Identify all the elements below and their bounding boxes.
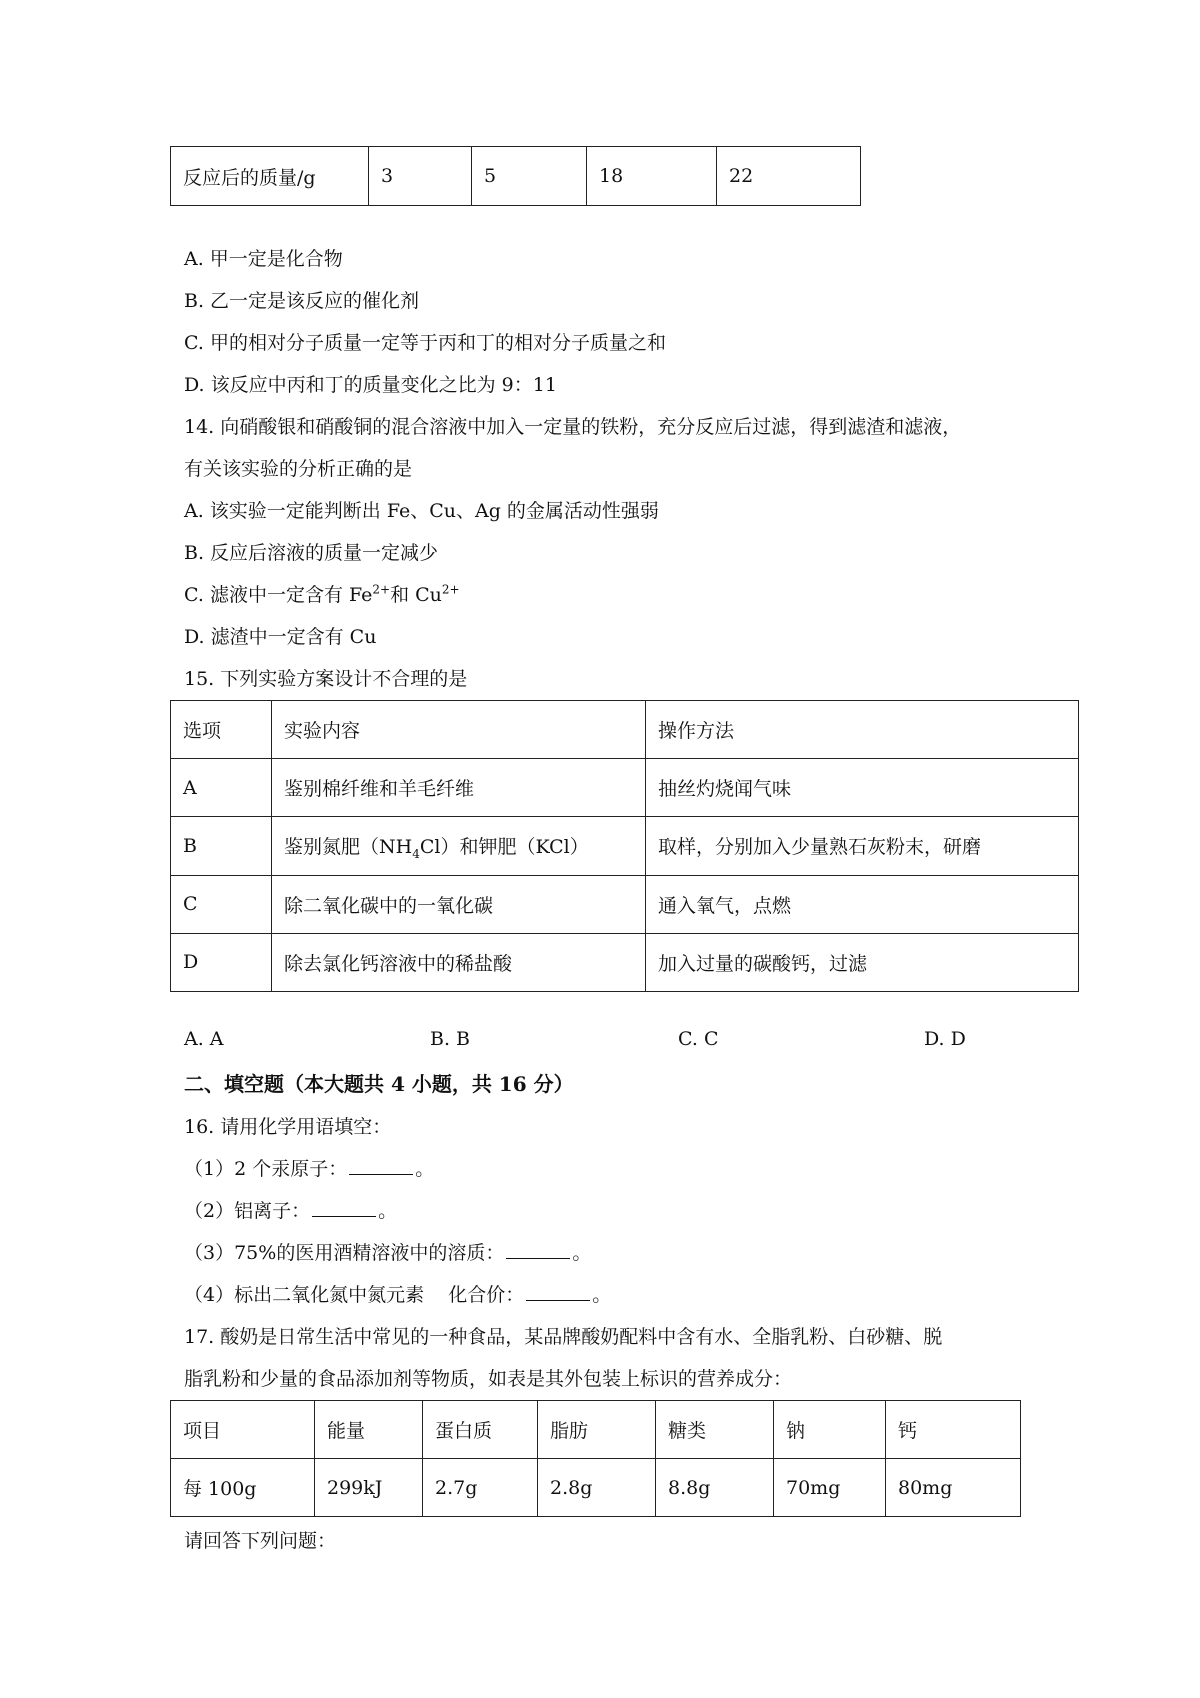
q16-item-text: （1）2 个汞原子：	[184, 1158, 348, 1180]
table-header: 项目	[171, 1401, 315, 1459]
table-cell: 8.8g	[656, 1459, 774, 1517]
table-cell: 抽丝灼烧闻气味	[646, 759, 1079, 817]
table-cell	[272, 817, 646, 875]
table-cell: 取样，分别加入少量熟石灰粉末，研磨	[646, 817, 1079, 875]
q13-option-c: C. 甲的相对分子质量一定等于丙和丁的相对分子质量之和	[184, 332, 666, 354]
table-cell: 通入氧气，点燃	[646, 875, 1079, 933]
q15-answer-d: D. D	[924, 1028, 966, 1050]
table-cell: 除二氧化碳中的一氧化碳	[272, 875, 646, 933]
q16-item-end: 。	[592, 1284, 612, 1306]
q14-option-c	[184, 580, 460, 607]
table-row	[171, 1459, 1021, 1517]
q16-item-text: （3）75%的医用酒精溶液中的溶质：	[184, 1242, 505, 1264]
q13-option-a: A. 甲一定是化合物	[184, 248, 343, 270]
mass-table-cell: 3	[369, 147, 472, 206]
table-row	[171, 1401, 1021, 1459]
q15-stem: 15. 下列实验方案设计不合理的是	[184, 668, 468, 690]
answer-blank[interactable]	[312, 1198, 376, 1217]
table-header: 脂肪	[538, 1401, 656, 1459]
q15-answer-b: B. B	[430, 1028, 471, 1050]
table-cell: 加入过量的碳酸钙，过滤	[646, 933, 1079, 991]
q16-item-text: （4）标出二氧化氮中氮元素 化合价：	[184, 1284, 525, 1306]
subscript: 4	[412, 846, 420, 861]
table-cell: B	[171, 817, 272, 875]
table-header: 钙	[886, 1401, 1021, 1459]
q14-option-d: D. 滤渣中一定含有 Cu	[184, 626, 377, 648]
mass-table-label: 反应后的质量/g	[171, 147, 369, 206]
mass-table-cell: 18	[587, 147, 717, 206]
q14-option-a: A. 该实验一定能判断出 Fe、Cu、Ag 的金属活动性强弱	[184, 500, 659, 522]
table-header: 能量	[315, 1401, 423, 1459]
q16-stem: 16. 请用化学用语填空：	[184, 1116, 392, 1138]
charge-superscript: 2+	[441, 582, 460, 597]
q14-stem-line2: 有关该实验的分析正确的是	[184, 458, 413, 480]
table-cell: 每 100g	[171, 1459, 315, 1517]
answer-blank[interactable]	[349, 1156, 413, 1175]
cell-text: 鉴别氮肥（NH	[284, 835, 413, 858]
table-header: 蛋白质	[423, 1401, 538, 1459]
table-row	[171, 817, 1079, 875]
q16-item-text: （2）铝离子：	[184, 1200, 311, 1222]
q14-option-c-text: 和 Cu	[390, 584, 442, 606]
section-title: 二、填空题（本大题共 4 小题，共 16 分）	[184, 1072, 574, 1096]
answer-blank[interactable]	[526, 1282, 590, 1301]
table-header: 实验内容	[272, 701, 646, 759]
q16-item	[184, 1154, 434, 1181]
table-row	[171, 701, 1079, 759]
q17-stem-line2: 脂乳粉和少量的食品添加剂等物质，如表是其外包装上标识的营养成分：	[184, 1368, 793, 1390]
table-cell: 80mg	[886, 1459, 1021, 1517]
experiment-table	[170, 700, 1079, 992]
q16-item	[184, 1196, 397, 1223]
table-cell: A	[171, 759, 272, 817]
q14-option-c-text: C. 滤液中一定含有 Fe	[184, 584, 373, 606]
q17-stem-line1: 17. 酸奶是日常生活中常见的一种食品，某品牌酸奶配料中含有水、全脂乳粉、白砂糖、脱	[184, 1326, 943, 1348]
mass-table-cell: 5	[472, 147, 587, 206]
q14-stem-line1: 14. 向硝酸银和硝酸铜的混合溶液中加入一定量的铁粉，充分反应后过滤，得到滤渣和滤液，	[184, 416, 962, 438]
table-cell: 2.8g	[538, 1459, 656, 1517]
table-cell: C	[171, 875, 272, 933]
table-row	[171, 875, 1079, 933]
table-header: 糖类	[656, 1401, 774, 1459]
table-row	[171, 759, 1079, 817]
charge-superscript: 2+	[372, 582, 391, 597]
q13-option-d: D. 该反应中丙和丁的质量变化之比为 9：11	[184, 374, 557, 396]
table-cell: 2.7g	[423, 1459, 538, 1517]
q15-answer-c: C. C	[678, 1028, 719, 1050]
table-cell: 除去氯化钙溶液中的稀盐酸	[272, 933, 646, 991]
table-header: 钠	[774, 1401, 886, 1459]
cell-text: Cl）和钾肥（KCl）	[419, 835, 589, 858]
table-cell: 鉴别棉纤维和羊毛纤维	[272, 759, 646, 817]
q16-item	[184, 1238, 591, 1265]
mass-table	[170, 146, 861, 206]
table-row	[171, 147, 861, 206]
q17-footer: 请回答下列问题：	[184, 1530, 337, 1552]
table-header: 选项	[171, 701, 272, 759]
q15-answer-a: A. A	[184, 1028, 224, 1050]
table-cell: D	[171, 933, 272, 991]
answer-blank[interactable]	[506, 1240, 570, 1259]
table-cell: 70mg	[774, 1459, 886, 1517]
q16-item-end: 。	[415, 1158, 435, 1180]
q16-item	[184, 1280, 611, 1307]
mass-table-cell: 22	[717, 147, 861, 206]
q14-option-b: B. 反应后溶液的质量一定减少	[184, 542, 439, 564]
table-row	[171, 933, 1079, 991]
table-header: 操作方法	[646, 701, 1079, 759]
q16-item-end: 。	[572, 1242, 592, 1264]
q13-option-b: B. 乙一定是该反应的催化剂	[184, 290, 420, 312]
table-cell: 299kJ	[315, 1459, 423, 1517]
q16-item-end: 。	[378, 1200, 398, 1222]
nutrition-table	[170, 1400, 1021, 1517]
